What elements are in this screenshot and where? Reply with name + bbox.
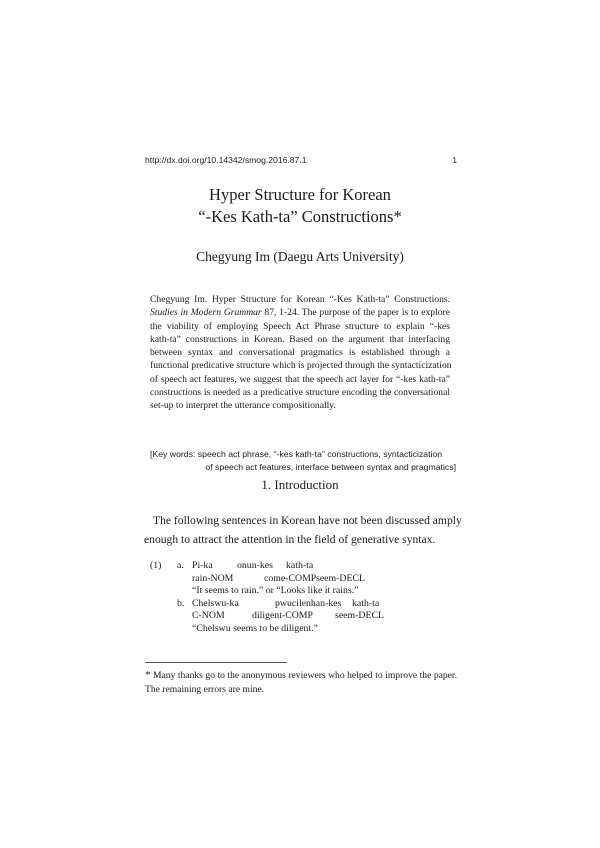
intro-line-1: The following sentences in Korean have not been discussed amply [153, 514, 462, 527]
example-word: onun-kes [237, 560, 273, 571]
example-label-a: a. [177, 560, 184, 571]
example-number: (1) [150, 560, 162, 571]
author-affiliation: Chegyung Im (Daegu Arts University) [196, 249, 404, 264]
page-number: 1 [452, 155, 457, 165]
paper-title-line-1: Hyper Structure for Korean [209, 185, 391, 204]
example-a-words [150, 560, 450, 573]
footnote-marker: * [145, 669, 151, 681]
example-gloss: diligent-COMP [252, 610, 313, 622]
example-gloss: seem-DECL [316, 572, 365, 584]
running-header [145, 155, 457, 165]
journal-name: Studies in Modern Grammar [150, 307, 262, 319]
paper-title-line-2: “-Kes Kath-ta” Constructions* [198, 207, 402, 226]
footnote-text: Many thanks go to the anonymous reviewers who helped to improve the paper. [150, 670, 457, 681]
abstract-line: Chegyung Im. Hyper Structure for Korean “-Kes Kath-ta” Constructions. [150, 294, 450, 305]
example-word: kath-ta [286, 560, 314, 571]
example-gloss: come-COMP [264, 572, 317, 584]
example-gloss: C-NOM [192, 610, 225, 622]
abstract-line: kath-ta” constructions in Korean. Based on the argument that interfacing [150, 333, 450, 345]
abstract-line: the viability of employing Speech Act Phrase structure to explain “-kes [150, 320, 450, 332]
example-translation: “Chelswu seems to be diligent.” [192, 622, 318, 634]
abstract-line: between syntax and conversational pragmatics is established through a [150, 347, 450, 359]
footnote-line-2: The remaining errors are mine. [145, 683, 265, 695]
keywords-line-1: [Key words: speech act phrase, “-kes kath-ta” constructions, syntacticization [150, 449, 443, 459]
intro-paragraph [144, 511, 462, 549]
example-translation: “It seems to rain.” or “Looks like it rains.” [192, 585, 359, 597]
section-heading: 1. Introduction [261, 477, 339, 492]
example-a-translation [150, 585, 450, 598]
example-b-gloss [150, 610, 450, 623]
footnote [145, 669, 457, 696]
example-gloss: seem-DECL [335, 610, 384, 622]
example-b-words [150, 598, 450, 611]
abstract-line [150, 306, 450, 319]
example-label-b: b. [177, 597, 185, 609]
example-word: kath-ta [352, 597, 380, 609]
example-word: pwucilenhan-kes [275, 597, 342, 609]
footnote-divider [145, 662, 287, 663]
abstract-line: of speech act features, we suggest that the speech act layer for “-kes kath-ta” [150, 373, 450, 385]
intro-line-2: enough to attract the attention in the field of generative syntax. [144, 533, 436, 546]
example-word: Chelswu-ka [192, 597, 239, 609]
example-a-gloss [150, 573, 450, 586]
abstract [150, 293, 450, 413]
example-gloss: rain-NOM [192, 572, 234, 584]
example-word: Pi-ka [192, 560, 213, 571]
abstract-line: constructions is needed as a predicative structure encoding the conversational [150, 387, 450, 399]
abstract-line: set-up to interpret the utterance compositionally. [150, 400, 336, 412]
example-b-translation [150, 623, 450, 636]
doi-link[interactable]: http://dx.doi.org/10.14342/smog.2016.87.1 [145, 155, 307, 165]
footnote-line-1 [145, 669, 457, 683]
keywords-line-2: of speech act features, interface between syntax and pragmatics] [205, 462, 456, 472]
abstract-line-text: 87, 1-24. The purpose of the paper is to explore [261, 307, 450, 319]
example-1 [150, 560, 450, 636]
keywords [150, 448, 456, 474]
abstract-line: functional predicative structure which is projected through the syntacticization [150, 360, 452, 372]
